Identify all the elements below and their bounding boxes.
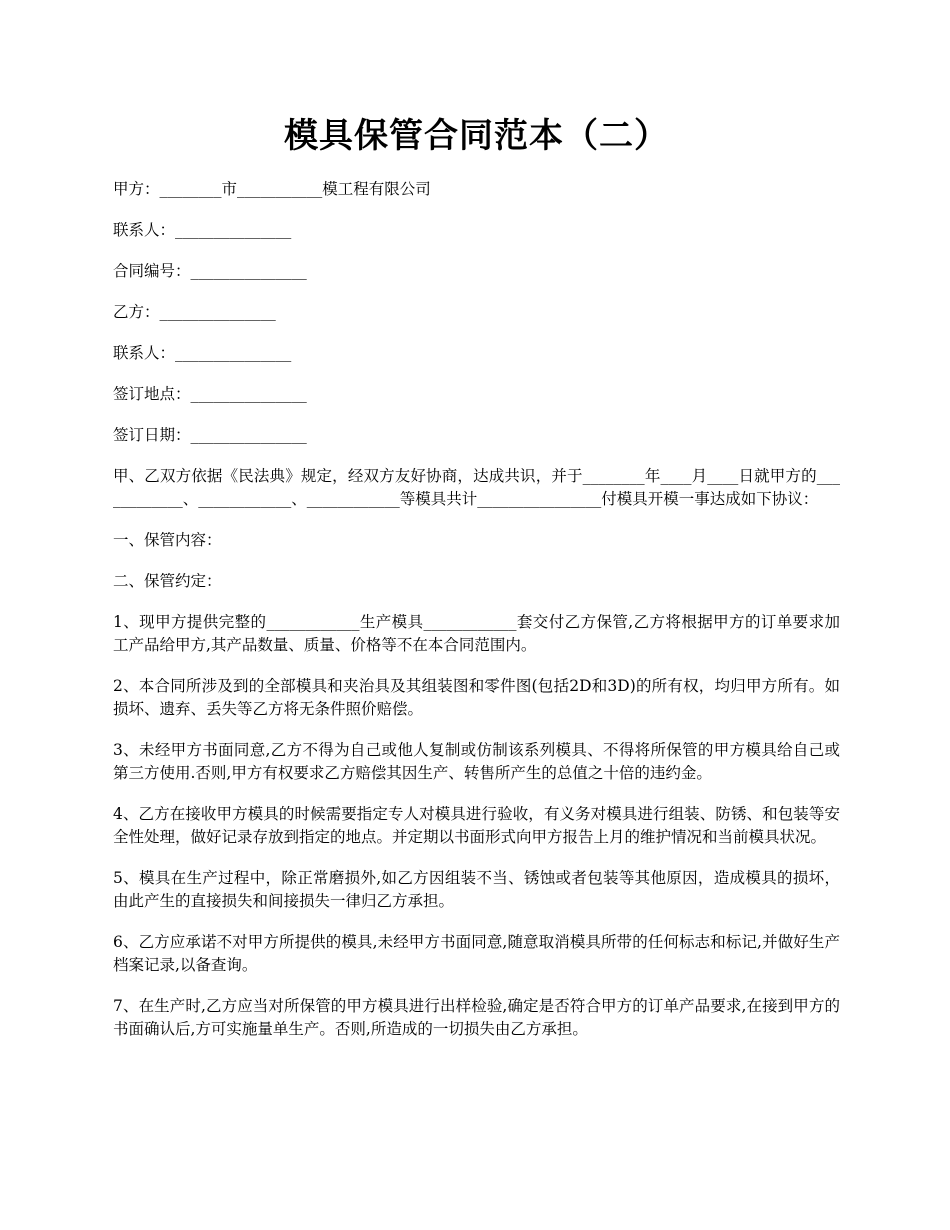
document-title: 模具保管合同范本（二） — [284, 116, 669, 156]
signing-location-line: 签订地点：_______________ — [113, 385, 307, 403]
clause-5: 5、模具在生产过程中，除正常磨损外,如乙方因组装不当、锈蚀或者包装等其他原因，造成模具的损坏，由此产生的直接损失和间接损失一律归乙方承担。 — [113, 869, 840, 910]
clause-1: 1、现甲方提供完整的____________生产模具____________套交付乙方保管,乙方将根据甲方的订单要求加工产品给甲方,其产品数量、质量、价格等不在本合同范围内。 — [113, 613, 840, 654]
section-heading-terms: 二、保管约定： — [113, 572, 222, 590]
party-a-line: 甲方：________市___________模工程有限公司 — [113, 180, 431, 198]
party-b-line: 乙方：_______________ — [113, 303, 276, 321]
preamble-paragraph: 甲、乙双方依据《民法典》规定，经双方友好协商，达成共识，并于________年____月____日就甲方的____________、____________、____________等模具共计________________付模具开模一事达成如下协议： — [113, 467, 840, 508]
party-b-contact-line: 联系人：_______________ — [113, 344, 292, 362]
clause-4: 4、乙方在接收甲方模具的时候需要指定专人对模具进行验收，有义务对模具进行组装、防锈、和包装等安全性处理，做好记录存放到指定的地点。并定期以书面形式向甲方报告上月的维护情况和当前模具状况。 — [113, 805, 840, 846]
clause-3: 3、未经甲方书面同意,乙方不得为自己或他人复制或仿制该系列模具、不得将所保管的甲方模具给自己或第三方使用.否则,甲方有权要求乙方赔偿其因生产、转售所产生的总值之十倍的违约金。 — [113, 741, 840, 782]
clause-2: 2、本合同所涉及到的全部模具和夹治具及其组装图和零件图(包括2D和3D)的所有权，均归甲方所有。如损坏、遗弃、丢失等乙方将无条件照价赔偿。 — [113, 677, 840, 718]
document-body — [113, 178, 840, 1059]
signing-date-line: 签订日期：_______________ — [113, 426, 307, 444]
clause-6: 6、乙方应承诺不对甲方所提供的模具,未经甲方书面同意,随意取消模具所带的任何标志和标记,并做好生产档案记录,以备查询。 — [113, 933, 840, 974]
section-heading-content: 一、保管内容： — [113, 531, 222, 549]
contract-number-line: 合同编号：_______________ — [113, 262, 307, 280]
clause-7: 7、在生产时,乙方应当对所保管的甲方模具进行出样检验,确定是否符合甲方的订单产品要求,在接到甲方的书面确认后,方可实施量单生产。否则,所造成的一切损失由乙方承担。 — [113, 997, 840, 1038]
party-a-contact-line: 联系人：_______________ — [113, 221, 292, 239]
